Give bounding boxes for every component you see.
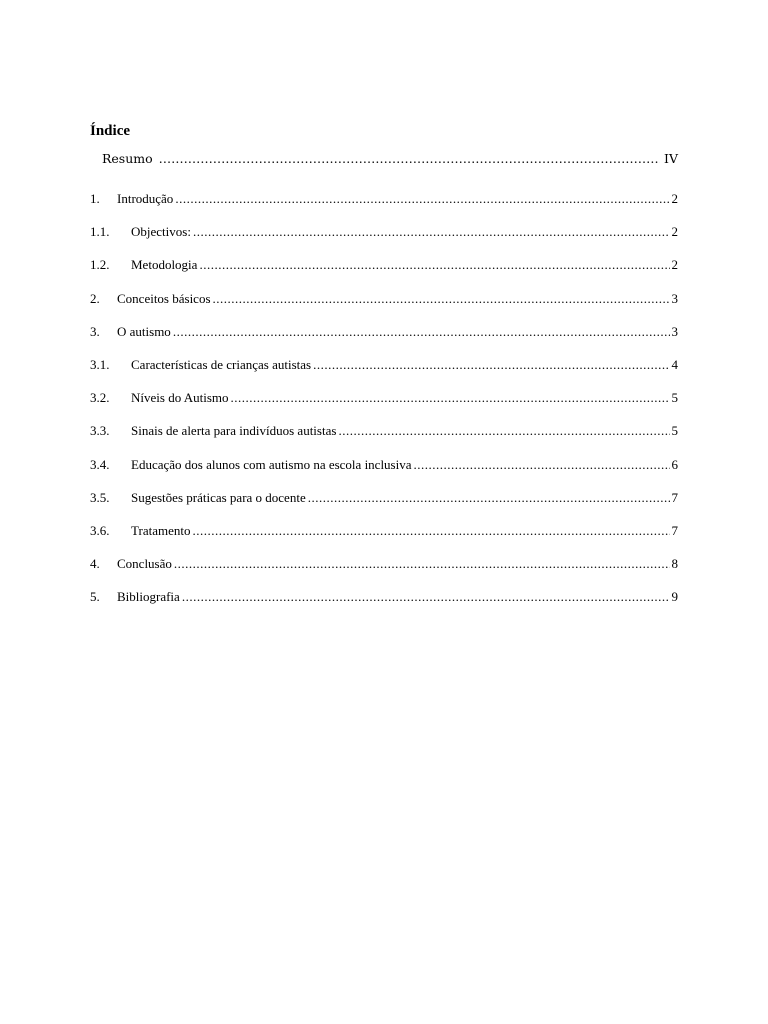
toc-entry-page: 5 (671, 390, 678, 406)
toc-entry-label: Introdução (117, 191, 174, 206)
toc-entry[interactable] (90, 489, 678, 522)
toc-entry[interactable] (90, 456, 678, 489)
toc-entry-label: Bibliografia (117, 589, 180, 605)
toc-entry-page: 2 (671, 257, 678, 273)
toc-entry-label: O autismo (117, 323, 171, 339)
toc-entry[interactable] (90, 555, 678, 588)
toc-entry-number: 3.2. (90, 390, 110, 406)
toc-entry[interactable] (90, 389, 678, 422)
toc-entry-label: Conclusão (117, 556, 172, 572)
toc-dot-leader (159, 150, 660, 168)
toc-entry-number: 3.6. (90, 522, 110, 538)
toc-entry-page: 9 (671, 589, 678, 605)
toc-entry[interactable] (90, 356, 678, 389)
toc-entry-number: 4. (90, 556, 100, 572)
toc-entry-label: Objectivos: (131, 224, 191, 240)
toc-entry-label: Tratamento (131, 522, 191, 538)
toc-entry-label: Características de crianças autistas (131, 356, 312, 372)
toc-dot-leader (231, 389, 670, 407)
toc-entry-number: 3.1. (90, 356, 110, 372)
toc-dot-leader (199, 256, 669, 274)
toc-entry[interactable] (90, 290, 678, 323)
toc-entry-number: 2. (90, 290, 100, 306)
toc-list (90, 190, 678, 621)
toc-entry-label: Educação dos alunos com autismo na escola inclusiva (131, 456, 412, 472)
toc-entry-page: 3 (671, 290, 678, 306)
toc-dot-leader (193, 223, 670, 241)
toc-entry[interactable] (90, 522, 678, 555)
toc-entry-number: 3.3. (90, 423, 110, 439)
toc-entry-page: 2 (671, 224, 678, 240)
toc-entry-number: 5. (90, 589, 100, 605)
toc-entry-page: 6 (671, 456, 678, 472)
toc-dot-leader (173, 323, 670, 341)
toc-entry[interactable] (90, 256, 678, 289)
toc-entry[interactable] (90, 223, 678, 256)
toc-dot-leader (313, 356, 669, 374)
toc-entry-page: 7 (671, 489, 678, 505)
toc-dot-leader (175, 190, 669, 208)
toc-entry-label: Sinais de alerta para indivíduos autistas (131, 423, 337, 439)
toc-entry-label: Sugestões práticas para o docente (131, 489, 306, 505)
toc-entry[interactable] (90, 422, 678, 455)
toc-entry-number: 1.1. (90, 224, 110, 240)
toc-entry[interactable] (90, 323, 678, 356)
toc-entry-number: 3.4. (90, 456, 110, 472)
toc-entry[interactable] (90, 190, 678, 223)
toc-entry-label: Conceitos básicos (117, 290, 211, 306)
toc-dot-leader (182, 588, 670, 606)
toc-entry-page: 8 (671, 556, 678, 572)
toc-entry[interactable] (90, 588, 678, 621)
toc-dot-leader (192, 522, 669, 540)
toc-entry-label: Resumo (102, 151, 153, 166)
toc-entry-page: 3 (671, 323, 678, 339)
toc-entry-label: Metodologia (131, 257, 198, 273)
toc-entry-number: 1.2. (90, 257, 110, 273)
toc-dot-leader (338, 422, 669, 440)
toc-entry-label: Níveis do Autismo (131, 390, 229, 406)
toc-entry-page: 5 (671, 423, 678, 439)
toc-entry-number: 3. (90, 323, 100, 339)
toc-entry-number: 3.5. (90, 489, 110, 505)
toc-entry-number: 1. (90, 191, 100, 206)
toc-entry-page: IV (664, 151, 678, 166)
toc-dot-leader (174, 555, 670, 573)
toc-entry-page: 7 (671, 522, 678, 538)
toc-entry-resumo[interactable] (102, 150, 678, 168)
toc-title: Índice (90, 123, 131, 139)
toc-dot-leader (308, 489, 670, 507)
toc-entry-page: 2 (671, 191, 678, 206)
toc-dot-leader (414, 456, 670, 474)
toc-entry-page: 4 (671, 356, 678, 372)
toc-dot-leader (213, 290, 670, 308)
